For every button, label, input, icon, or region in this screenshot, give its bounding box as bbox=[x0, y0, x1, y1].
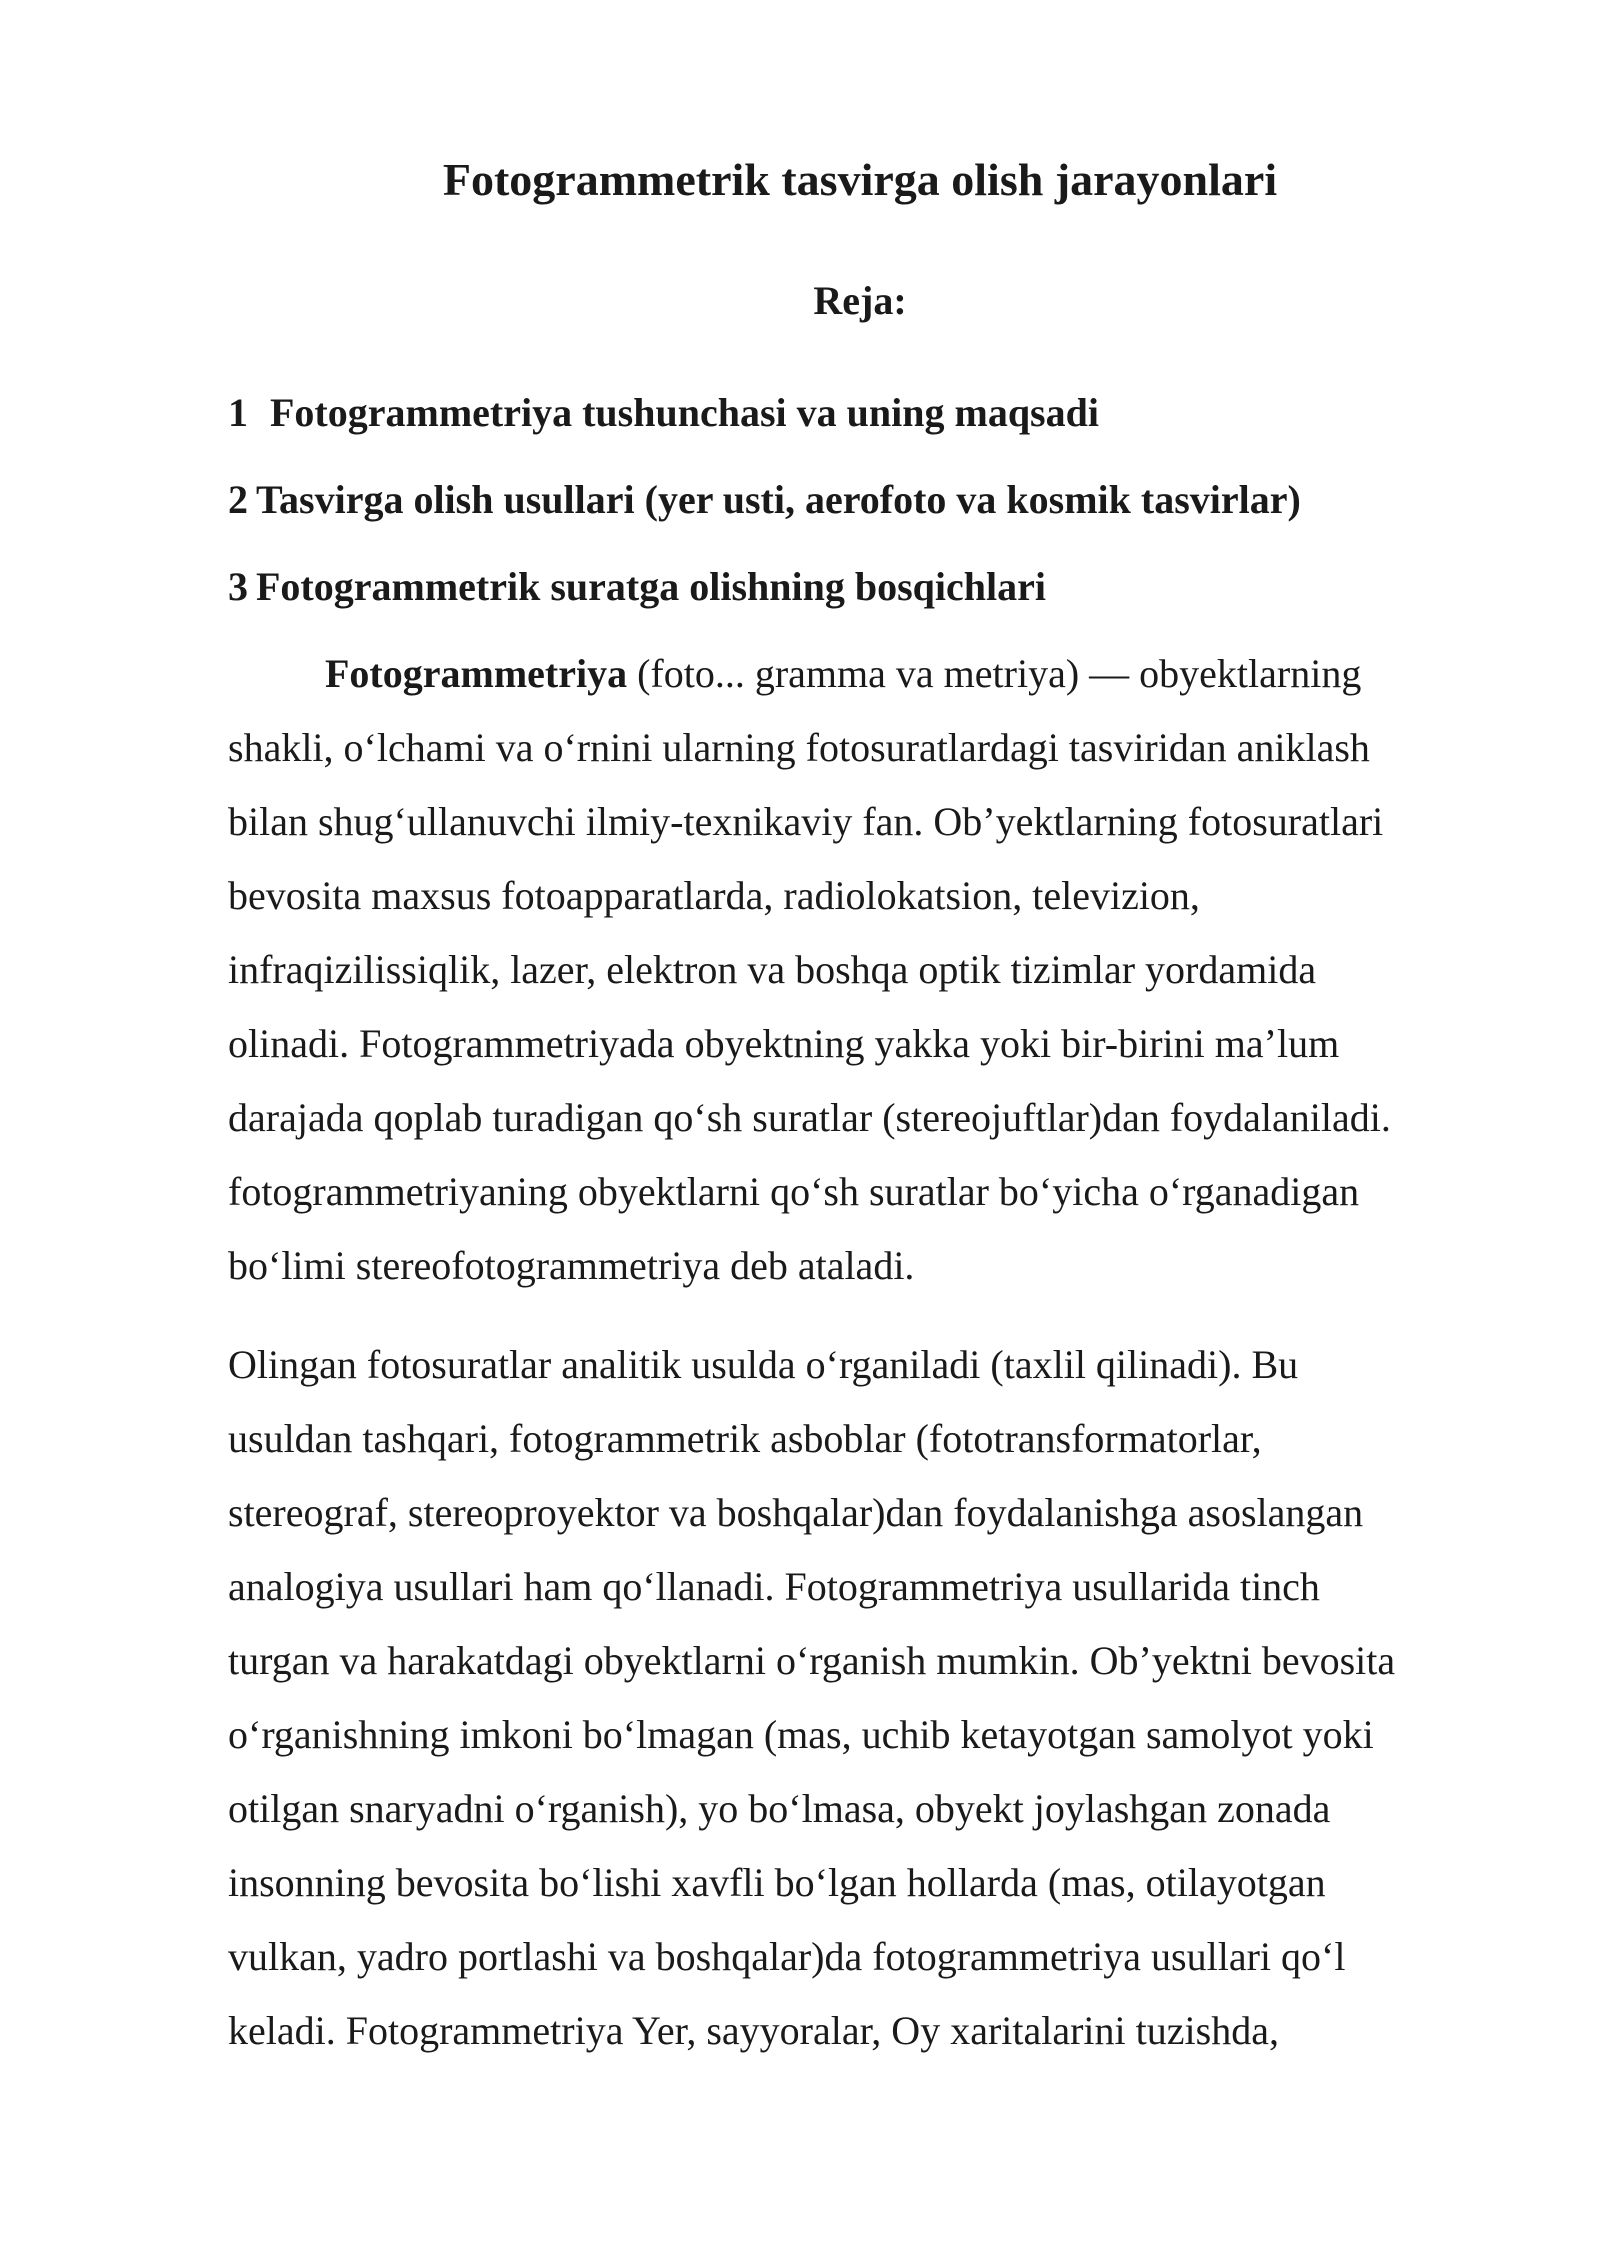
paragraph-2-line-1: Olingan fotosuratlar analitik usulda oʻrganiladi (taxlil qilinadi). Bu bbox=[228, 1342, 1299, 1387]
paragraph-2-line-9: vulkan, yadro portlashi va boshqalar)da fotogrammetriya usullari qoʻl bbox=[228, 1934, 1346, 1979]
plan-item-text: Fotogrammetriya tushunchasi va uning maqsadi bbox=[270, 390, 1099, 435]
paragraph-2-line-3: stereograf, stereoproyektor va boshqalar)dan foydalanishga asoslangan bbox=[228, 1490, 1364, 1535]
paragraph-2-line-8: insonning bevosita boʻlishi xavfli boʻlgan hollarda (mas, otilayotgan bbox=[228, 1860, 1326, 1905]
paragraph-2-line-2: usuldan tashqari, fotogrammetrik asboblar (fototransformatorlar, bbox=[228, 1416, 1262, 1461]
plan-item-number: 3 bbox=[228, 564, 248, 609]
plan-item-text: Tasvirga olish usullari (yer usti, aerofoto va kosmik tasvirlar) bbox=[256, 477, 1301, 522]
paragraph-1-line-2: shakli, oʻlchami va oʻrnini ularning fotosuratlardagi tasviridan aniklash bbox=[228, 725, 1370, 770]
paragraph-1-line-6: olinadi. Fotogrammetriyada obyektning yakka yoki bir-birini maʼlum bbox=[228, 1021, 1340, 1066]
paragraph-2-line-10: keladi. Fotogrammetriya Yer, sayyoralar, Oy xaritalarini tuzishda, bbox=[228, 2008, 1279, 2053]
paragraph-1-line-7: darajada qoplab turadigan qoʻsh suratlar (stereojuftlar)dan foydalaniladi. bbox=[228, 1095, 1391, 1140]
plan-item-number: 2 bbox=[228, 477, 248, 522]
document-title: Fotogrammetrik tasvirga olish jarayonlari bbox=[442, 154, 1278, 205]
paragraph-2-line-4: analogiya usullari ham qoʻllanadi. Fotogrammetriya usullarida tinch bbox=[228, 1564, 1320, 1609]
plan-heading: Reja: bbox=[813, 278, 907, 323]
plan-item-3 bbox=[228, 559, 1528, 615]
plan-item-1 bbox=[228, 385, 1528, 441]
paragraph-1-line-1 bbox=[325, 646, 1361, 702]
paragraph-2-line-7: otilgan snaryadni oʻrganish), yo boʻlmasa, obyekt joylashgan zonada bbox=[228, 1786, 1331, 1831]
term-bold: Fotogrammetriya bbox=[325, 651, 628, 696]
paragraph-2-line-5: turgan va harakatdagi obyektlarni oʻrganish mumkin. Obʼyektni bevosita bbox=[228, 1638, 1396, 1683]
paragraph-1-line-3: bilan shugʻullanuvchi ilmiy-texnikaviy fan. Obʼyektlarning fotosuratlari bbox=[228, 799, 1384, 844]
paragraph-1-line-9: boʻlimi stereofotogrammetriya deb ataladi. bbox=[228, 1243, 915, 1288]
paragraph-1-line-5: infraqizilissiqlik, lazer, elektron va boshqa optik tizimlar yordamida bbox=[228, 947, 1317, 992]
paragraph-text: (foto... gramma va metriya) — obyektlarning bbox=[627, 651, 1362, 696]
plan-item-text: Fotogrammetrik suratga olishning bosqichlari bbox=[256, 564, 1047, 609]
paragraph-1-line-4: bevosita maxsus fotoapparatlarda, radiolokatsion, televizion, bbox=[228, 873, 1200, 918]
plan-item-number: 1 bbox=[228, 390, 258, 435]
plan-item-2 bbox=[228, 472, 1528, 528]
paragraph-2-line-6: oʻrganishning imkoni boʻlmagan (mas, uchib ketayotgan samolyot yoki bbox=[228, 1712, 1374, 1757]
paragraph-1-line-8: fotogrammetriyaning obyektlarni qoʻsh suratlar boʻyicha oʻrganadigan bbox=[228, 1169, 1360, 1214]
